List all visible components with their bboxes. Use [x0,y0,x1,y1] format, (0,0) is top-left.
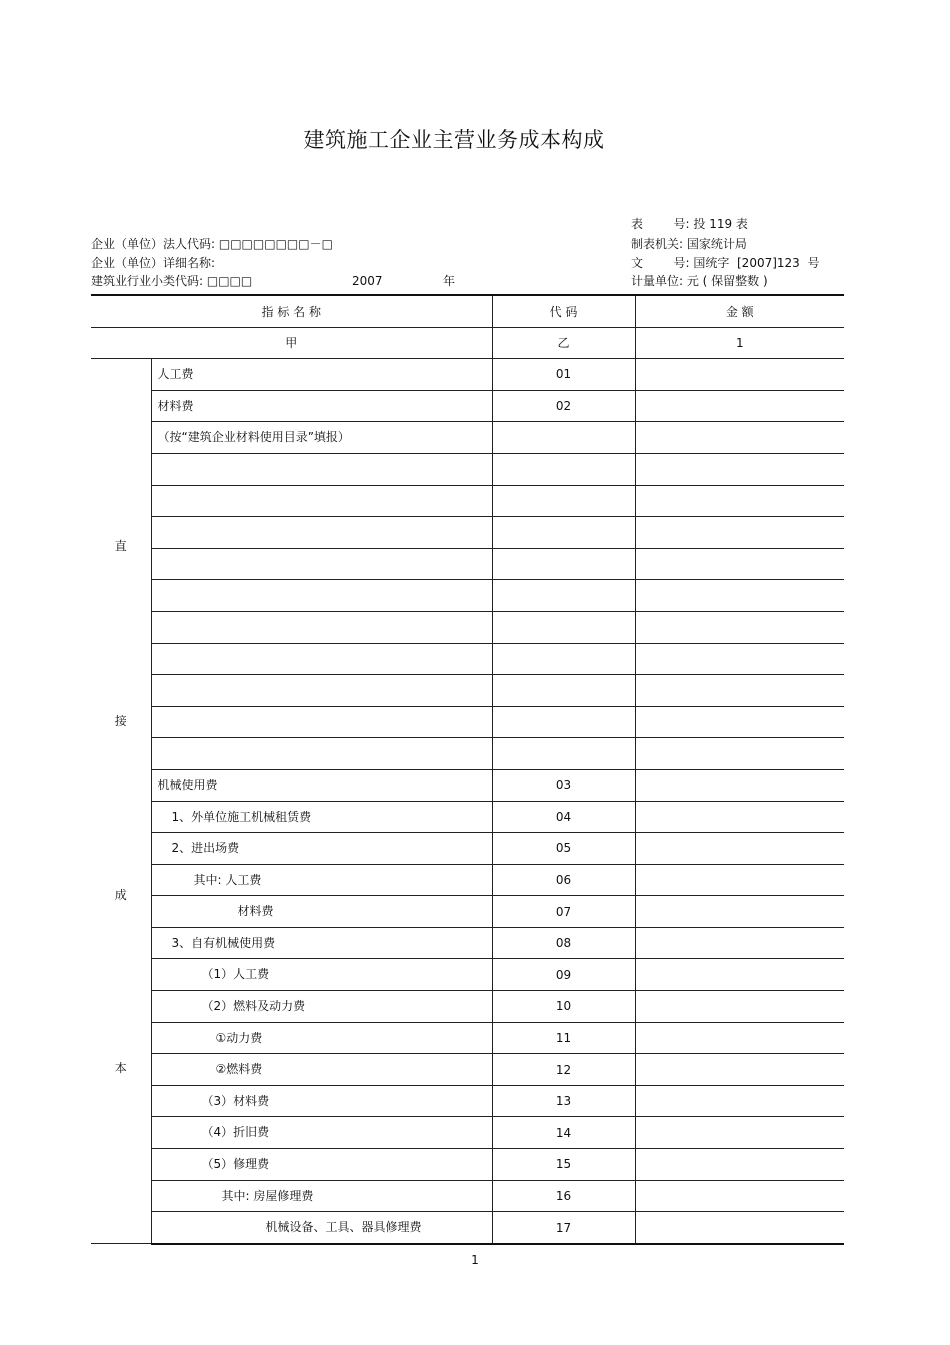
row-code [492,548,635,580]
row-label: （按“建筑企业材料使用目录”填报） [151,422,492,454]
row-label [151,548,492,580]
row-label: 材料费 [151,390,492,422]
row-code: 11 [492,1022,635,1054]
table-row [91,580,844,612]
row-label: 人工费 [151,359,492,391]
amount-cell[interactable] [635,1022,844,1054]
row-code: 01 [492,359,635,391]
row-code [492,611,635,643]
amount-cell[interactable] [635,453,844,485]
amount-cell[interactable] [635,1085,844,1117]
side-label-direct-cost [91,359,151,1244]
amount-cell[interactable] [635,422,844,454]
subheader-name: 甲 [91,327,492,359]
year-unit: 年 [443,274,456,288]
industry-code-boxes[interactable]: □□□□ [206,274,253,288]
row-label [151,675,492,707]
legal-code-boxes[interactable]: □□□□□□□□－□ [218,237,333,251]
table-row [91,453,844,485]
row-label: 材料费 [151,896,492,928]
row-label: ①动力费 [151,1022,492,1054]
row-label: 其中: 房屋修理费 [151,1180,492,1212]
amount-cell[interactable] [635,864,844,896]
table-row [91,611,844,643]
legal-code-line [91,237,333,251]
row-code: 16 [492,1180,635,1212]
row-label: ②燃料费 [151,1054,492,1086]
row-label: 其中: 人工费 [151,864,492,896]
row-label: 1、外单位施工机械租赁费 [151,801,492,833]
table-row [91,1149,844,1181]
row-code [492,485,635,517]
row-code [492,706,635,738]
row-label: （3）材料费 [151,1085,492,1117]
document-number: 文 号: 国统字 [2007]123 号 [631,256,820,270]
amount-cell[interactable] [635,959,844,991]
table-row [91,422,844,454]
row-code: 02 [492,390,635,422]
amount-cell[interactable] [635,1117,844,1149]
amount-cell[interactable] [635,991,844,1023]
table-header-row [91,295,844,327]
table-row [91,643,844,675]
header-code: 代 码 [492,295,635,327]
table-row [91,517,844,549]
row-code [492,517,635,549]
amount-cell[interactable] [635,548,844,580]
row-code: 07 [492,896,635,928]
row-code [492,643,635,675]
row-code [492,738,635,770]
table-row [91,390,844,422]
row-label [151,517,492,549]
amount-cell[interactable] [635,675,844,707]
row-label [151,453,492,485]
row-label [151,706,492,738]
industry-code-label: 建筑业行业小类代码: [91,274,204,288]
amount-cell[interactable] [635,390,844,422]
table-row [91,1117,844,1149]
row-label: （5）修理费 [151,1149,492,1181]
table-row [91,738,844,770]
row-code: 17 [492,1212,635,1244]
table-subheader-row [91,327,844,359]
row-code [492,580,635,612]
amount-cell[interactable] [635,738,844,770]
row-code [492,675,635,707]
side-char: 直 [114,539,127,554]
header-amount: 金 额 [635,295,844,327]
industry-code-line [91,274,252,288]
amount-cell[interactable] [635,1180,844,1212]
amount-cell[interactable] [635,643,844,675]
table-row [91,801,844,833]
table-row [91,1212,844,1244]
legal-code-label: 企业（单位）法人代码: [91,237,216,251]
row-code: 10 [492,991,635,1023]
row-label: 2、进出场费 [151,833,492,865]
amount-cell[interactable] [635,896,844,928]
amount-cell[interactable] [635,1149,844,1181]
row-code: 05 [492,833,635,865]
table-row [91,833,844,865]
subheader-code: 乙 [492,327,635,359]
subheader-amount: 1 [635,327,844,359]
side-char: 成 [114,888,127,903]
amount-cell[interactable] [635,611,844,643]
table-row [91,864,844,896]
header-indicator-name: 指 标 名 称 [91,295,492,327]
row-code: 15 [492,1149,635,1181]
row-label [151,738,492,770]
amount-cell[interactable] [635,485,844,517]
amount-cell[interactable] [635,1054,844,1086]
company-name-label: 企业（单位）详细名称: [91,256,216,270]
row-label [151,580,492,612]
row-label: （1）人工费 [151,959,492,991]
table-row [91,991,844,1023]
table-row [91,1180,844,1212]
row-code: 14 [492,1117,635,1149]
row-code [492,422,635,454]
table-row [91,359,844,391]
table-row [91,959,844,991]
issuing-authority: 制表机关: 国家统计局 [631,237,747,251]
amount-cell[interactable] [635,359,844,391]
row-code: 04 [492,801,635,833]
row-label [151,643,492,675]
measurement-unit: 计量单位: 元 ( 保留整数 ) [631,274,768,288]
amount-cell[interactable] [635,1212,844,1244]
amount-cell[interactable] [635,801,844,833]
amount-cell[interactable] [635,706,844,738]
table-number: 表 号: 投 119 表 [631,217,748,231]
row-code: 08 [492,927,635,959]
row-label: 机械使用费 [151,769,492,801]
table-row [91,1054,844,1086]
row-label [151,611,492,643]
report-year: 2007 [352,274,383,288]
row-label: 3、自有机械使用费 [151,927,492,959]
row-code: 13 [492,1085,635,1117]
row-label [151,485,492,517]
table-row [91,548,844,580]
page-title: 建筑施工企业主营业务成本构成 [303,128,605,152]
side-char: 接 [114,714,127,729]
amount-cell[interactable] [635,517,844,549]
row-code: 09 [492,959,635,991]
cost-table [91,294,844,1245]
table-row [91,769,844,801]
amount-cell[interactable] [635,927,844,959]
row-label: （2）燃料及动力费 [151,991,492,1023]
table-row [91,1085,844,1117]
amount-cell[interactable] [635,580,844,612]
row-code [492,453,635,485]
table-row [91,706,844,738]
table-row [91,1022,844,1054]
table-row [91,675,844,707]
row-code: 06 [492,864,635,896]
row-code: 03 [492,769,635,801]
table-row [91,485,844,517]
table-row [91,927,844,959]
row-code: 12 [492,1054,635,1086]
row-label: （4）折旧费 [151,1117,492,1149]
amount-cell[interactable] [635,833,844,865]
side-char: 本 [114,1061,127,1076]
page-number: 1 [471,1253,479,1267]
table-row [91,896,844,928]
amount-cell[interactable] [635,769,844,801]
row-label: 机械设备、工具、器具修理费 [151,1212,492,1244]
